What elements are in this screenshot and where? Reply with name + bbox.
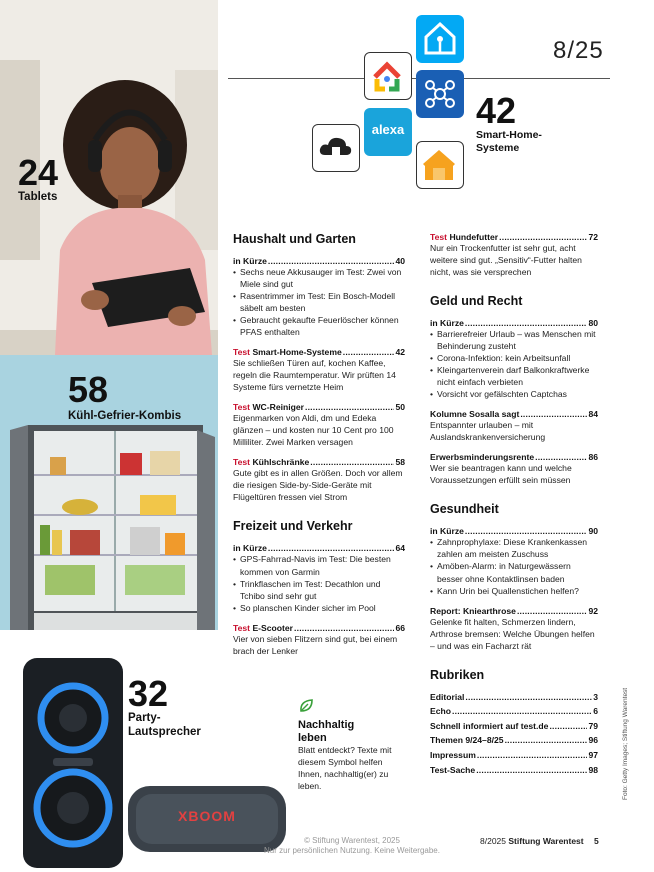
rubrik-title: Echo [430,706,452,717]
test-title: Smart-Home-Systeme [252,347,342,358]
alexa-label: alexa [371,122,405,137]
speakers-label-line2: Lautsprecher [128,725,201,738]
rubriken-list [430,690,598,778]
page-number: 98 [588,764,598,775]
folio-brand: Stiftung Warentest [508,836,584,846]
page-number: 72 [588,232,598,242]
list-item: • Gebraucht gekaufte Feuerlöscher können PFAS enthalten [233,314,405,338]
nachhaltig-block [298,698,403,792]
rubrik-title: Themen 9/24–8/25 [430,735,504,746]
test-title: Hundefutter [449,232,499,242]
folio [480,836,599,846]
fridges-label: Kühl-Gefrier-Kombis [68,410,182,422]
test-wc-block[interactable] [233,402,405,448]
list-item: • Corona-Infektion: kein Arbeitsunfall [430,352,598,364]
test-description: Gute gibt es in allen Größen. Doch vor allem die riesigen Side-by-Side-Geräte mit Flügeltüren fressen viel Strom [233,468,403,503]
list-item: • Zahnprophylaxe: Diese Krankenkassen zahlen am meisten Zuschuss [430,536,598,560]
smarthome-number: 42 [476,90,517,131]
kurz-label: in Kürze [233,543,267,554]
rubrik-row[interactable] [430,719,598,734]
test-title: E-Scooter [252,622,294,633]
freizeit-kurz-block[interactable] [233,543,405,613]
alexa-icon [364,108,412,156]
cloud-home-icon [312,124,360,172]
list-item: • Kleingartenverein darf Balkonkraftwerke nicht einfach verbieten [430,364,598,388]
kurz-label: in Kürze [430,526,464,537]
rubrik-title: Schnell informiert auf test.de [430,720,549,731]
erwerbsminderung-block[interactable] [430,452,598,486]
smarthome-feature[interactable] [476,90,542,154]
party-speaker-illustration [18,658,128,868]
test-description: Eigenmarken von Aldi, dm und Edeka glänzen – und kosten nur 10 Cent pro 100 Milliliter. Zwei Marken versagen [233,413,394,448]
speakers-number: 32 [128,673,169,714]
toc-column-2 [430,232,598,777]
rubrik-row[interactable] [430,748,598,763]
list-item: • Amöben-Alarm: in Naturgewässern besser ohne Kontaktlinsen baden [430,560,598,584]
fridge-photo [0,355,218,630]
test-description: Vier von sieben Flitzern sind gut, bei einem brach der Lenker [233,633,398,656]
fridges-number: 58 [68,369,109,410]
test-tag: Test [430,232,448,242]
copyright-line1: © Stiftung Warentest, 2025 [304,836,400,845]
page-number: 80 [588,318,598,329]
page-number: 64 [395,543,405,554]
toc-column-1 [233,232,405,666]
list-item: • Trinkflaschen im Test: Decathlon und Tchibo sind sehr gut [233,578,405,602]
item-description: Wer sie beantragen kann und welche Voraussetzungen erfüllt sein müssen [430,463,572,486]
kurz-label: in Kürze [233,256,267,266]
kolumne-block[interactable] [430,409,598,443]
page-number: 97 [588,750,598,761]
leaf-icon [298,698,314,714]
test-title: Kühlschränke [252,457,310,468]
list-item: • Sechs neue Akkusauger im Test: Zwei von Miele sind gut [233,266,405,290]
copyright-notice [232,836,472,857]
list-item: • Rasentrimmer im Test: Ein Bosch-Modell säbelt am besten [233,290,405,314]
test-tag: Test [233,402,251,413]
home-assistant-icon [416,15,464,63]
page-number: 86 [588,452,598,463]
rubrik-row[interactable] [430,690,598,705]
speakers-label-line1: Party- [128,712,161,724]
nachhaltig-heading-line1: Nachhaltig [298,719,355,731]
photo-credit: Foto: Getty Images; Stiftung Warentest [622,687,629,800]
smarthome-label-line2: Systeme [476,141,520,154]
page-number: 5 [594,836,599,846]
page-number: 50 [395,402,405,413]
page-number: 40 [395,256,405,266]
test-title: WC-Reiniger [252,402,304,413]
folio-issue: 8/2025 [480,836,506,846]
list-item: • GPS-Fahrrad-Navis im Test: Die besten kommen von Garmin [233,553,405,577]
rubrik-row[interactable] [430,704,598,719]
rubrik-row[interactable] [430,733,598,748]
page-number: 6 [593,706,598,717]
test-description: Sie schließen Türen auf, kochen Kaffee, regeln die Raumtemperatur. Wir prüften 14 Systeme fürs vernetzte Heim [233,358,396,393]
page-number: 58 [395,457,405,468]
page-number: 84 [588,409,598,420]
rubrik-title: Editorial [430,691,465,702]
list-item: • Vorsicht vor gefälschten Captchas [430,388,598,400]
item-title: Report: Kniearthrose [430,605,516,616]
section-heading-freizeit: Freizeit und Verkehr [233,519,353,534]
smarthome-label-line1: Smart-Home- [476,129,542,141]
list-item: • So planschen Kinder sicher im Pool [233,602,405,614]
test-hundefutter-block[interactable] [430,232,598,278]
test-tag: Test [233,347,251,358]
page-number: 3 [593,691,598,702]
test-description: Nur ein Trockenfutter ist sehr gut, acht weitere sind gut. „Sensitiv“-Futter halten nicht, was sie versprechen [430,243,582,278]
tablets-feature[interactable] [18,152,59,205]
test-escooter-block[interactable] [233,623,405,657]
copyright-line2: Nur zur persönlichen Nutzung. Keine Weitergabe. [264,846,440,856]
tablet-photo [0,0,218,355]
rubrik-title: Test-Sache [430,764,476,775]
geld-kurz-block[interactable] [430,318,598,400]
list-item: • Barrierefreier Urlaub – was Menschen mit Behinderung zusteht [430,328,598,352]
item-description: Gelenke fit halten, Schmerzen lindern, Arthrose bremsen: Welche Übungen helfen – und was ein Facharzt rät [430,616,595,651]
item-description: Entspannter urlauben – mit Auslandskrankenversicherung [430,420,546,443]
item-title: Kolumne Sosalla sagt [430,409,520,420]
test-tag: Test [233,457,251,468]
speakers-feature[interactable] [128,673,201,740]
list-item: • Kann Urin bei Quallenstichen helfen? [430,585,598,597]
tablets-number: 24 [18,152,59,193]
report-block[interactable] [430,606,598,652]
google-home-icon [364,52,412,100]
haushalt-kurz-block[interactable] [233,256,405,338]
tablets-label: Tablets [18,191,58,203]
rubrik-row[interactable] [430,763,598,778]
rubrik-title: Impressum [430,750,476,761]
page-number: 96 [588,735,598,746]
page-number: 79 [588,720,598,731]
page-number: 42 [395,347,405,358]
section-heading-rubriken: Rubriken [430,667,485,682]
page-number: 92 [588,605,598,616]
gesundheit-kurz-block[interactable] [430,526,598,596]
item-title: Erwerbsminderungsrente [430,452,535,463]
page-number: 90 [588,526,598,537]
nachhaltig-heading-line2: leben [298,731,327,744]
section-heading-gesundheit: Gesundheit [430,502,499,517]
test-kuehl-block[interactable] [233,457,405,503]
kurz-label: in Kürze [430,318,464,329]
section-heading-geld: Geld und Recht [430,294,523,309]
test-smarthome-block[interactable] [233,347,405,393]
section-heading-haushalt: Haushalt und Garten [233,232,356,246]
page-number: 66 [395,622,405,633]
test-tag: Test [233,622,251,633]
nachhaltig-text: Blatt entdeckt? Texte mit diesem Symbol helfen Ihnen, nachhaltig(er) zu leben. [298,745,392,792]
homey-hub-icon [416,70,464,118]
apple-home-icon [416,141,464,189]
issue-number: 8/25 [553,37,604,64]
xboom-logo: XBOOM [178,808,236,824]
fridge-illustration [0,415,218,630]
